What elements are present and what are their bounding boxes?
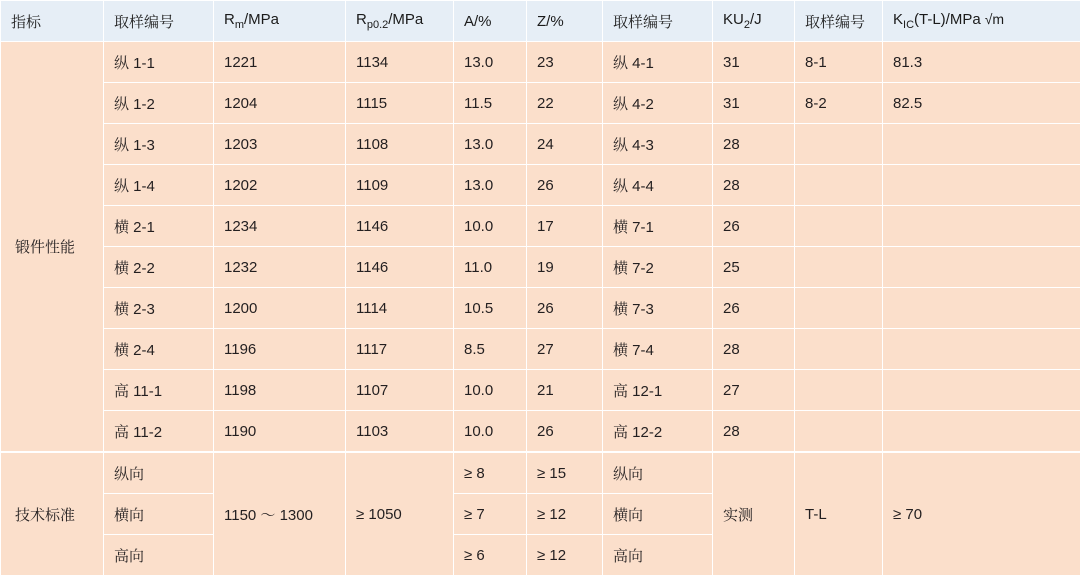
cell-elongation: 10.0	[454, 206, 527, 247]
group-label-forging: 锻件性能	[1, 42, 104, 453]
cell-elongation: ≥ 6	[454, 535, 527, 576]
cell-kic	[883, 247, 1080, 288]
cell-kic	[883, 411, 1080, 453]
cell-rm: 1200	[214, 288, 346, 329]
header-rm-tail: /MPa	[244, 11, 279, 28]
table-row	[1, 370, 1080, 411]
cell-rp02: 1146	[346, 247, 454, 288]
cell-rp02: 1117	[346, 329, 454, 370]
cell-rp02: 1146	[346, 206, 454, 247]
cell-kic	[883, 124, 1080, 165]
cell-elongation: 10.0	[454, 370, 527, 411]
header-rm-base: R	[224, 11, 235, 28]
cell-ku2: 26	[713, 206, 795, 247]
table-row	[1, 288, 1080, 329]
cell-sample-id-1: 横 2-3	[104, 288, 214, 329]
cell-elongation: 13.0	[454, 165, 527, 206]
cell-ku2: 26	[713, 288, 795, 329]
cell-rp02: 1107	[346, 370, 454, 411]
cell-reduction: 26	[527, 411, 603, 453]
table-row	[1, 206, 1080, 247]
cell-sample-id-1: 横 2-4	[104, 329, 214, 370]
cell-sample-id-3	[795, 329, 883, 370]
cell-reduction: 19	[527, 247, 603, 288]
cell-ku2: 28	[713, 329, 795, 370]
cell-sample-id-1: 纵 1-1	[104, 42, 214, 83]
table-row	[1, 411, 1080, 453]
cell-sample-id-3	[795, 247, 883, 288]
cell-sample-id-2: 纵 4-3	[603, 124, 713, 165]
header-ku2	[713, 1, 795, 42]
header-sample-id-3: 取样编号	[795, 1, 883, 42]
table-row	[1, 124, 1080, 165]
cell-ku2: 25	[713, 247, 795, 288]
header-rp02-tail: /MPa	[388, 11, 423, 28]
table-row	[1, 329, 1080, 370]
header-rm	[214, 1, 346, 42]
header-kic-tail: (T-L)/MPa	[914, 11, 981, 28]
cell-sample-id-3	[795, 165, 883, 206]
cell-rm: 1204	[214, 83, 346, 124]
cell-rp02-merged: ≥ 1050	[346, 452, 454, 576]
cell-kic	[883, 165, 1080, 206]
cell-sample-id-2: 横 7-1	[603, 206, 713, 247]
cell-kic	[883, 206, 1080, 247]
cell-sample-id-1: 高 11-2	[104, 411, 214, 453]
cell-reduction: ≥ 12	[527, 535, 603, 576]
cell-reduction: 26	[527, 288, 603, 329]
cell-elongation: 11.5	[454, 83, 527, 124]
cell-reduction: 23	[527, 42, 603, 83]
cell-sample-id-2: 横 7-4	[603, 329, 713, 370]
cell-sample-id-1: 高向	[104, 535, 214, 576]
cell-elongation: 10.5	[454, 288, 527, 329]
header-rp02-base: R	[356, 11, 367, 28]
cell-elongation: ≥ 7	[454, 494, 527, 535]
cell-rm: 1196	[214, 329, 346, 370]
header-indicator: 指标	[1, 1, 104, 42]
cell-kic	[883, 370, 1080, 411]
header-rp02-sub: p0.2	[367, 19, 388, 31]
cell-sample-id-3	[795, 288, 883, 329]
cell-sample-id-1: 纵 1-3	[104, 124, 214, 165]
cell-sample-id-3	[795, 124, 883, 165]
cell-sample-id-3	[795, 370, 883, 411]
header-kic-sub: IC	[903, 19, 914, 31]
cell-rp02: 1115	[346, 83, 454, 124]
cell-ku2: 28	[713, 165, 795, 206]
header-sample-id-1: 取样编号	[104, 1, 214, 42]
cell-ku2: 31	[713, 42, 795, 83]
cell-kic	[883, 288, 1080, 329]
cell-rm: 1221	[214, 42, 346, 83]
cell-kic	[883, 329, 1080, 370]
table-body	[1, 42, 1080, 576]
cell-reduction: ≥ 12	[527, 494, 603, 535]
cell-rm: 1232	[214, 247, 346, 288]
table-row	[1, 165, 1080, 206]
cell-sample-id-1: 横 2-1	[104, 206, 214, 247]
cell-sample-id-2: 高 12-1	[603, 370, 713, 411]
cell-sample-id-2: 纵 4-4	[603, 165, 713, 206]
table-row	[1, 83, 1080, 124]
cell-rm-merged: 1150 ～ 1300	[214, 452, 346, 576]
cell-elongation: 10.0	[454, 411, 527, 453]
cell-ku2-merged: 实测	[713, 452, 795, 576]
header-ku2-sub: 2	[744, 19, 750, 31]
cell-rm: 1202	[214, 165, 346, 206]
cell-ku2: 27	[713, 370, 795, 411]
cell-kic: 81.3	[883, 42, 1080, 83]
header-ku2-base: KU	[723, 11, 744, 28]
cell-sample-id-1: 高 11-1	[104, 370, 214, 411]
group-label-standard: 技术标准	[1, 452, 104, 576]
cell-rm: 1190	[214, 411, 346, 453]
cell-reduction: 27	[527, 329, 603, 370]
cell-sample-id-1: 横 2-2	[104, 247, 214, 288]
cell-elongation: 8.5	[454, 329, 527, 370]
cell-rm: 1234	[214, 206, 346, 247]
cell-reduction: 21	[527, 370, 603, 411]
cell-rp02: 1134	[346, 42, 454, 83]
table-row	[1, 42, 1080, 83]
cell-sample-id-3: 8-2	[795, 83, 883, 124]
table-row	[1, 452, 1080, 494]
cell-sample-id-1: 纵 1-4	[104, 165, 214, 206]
cell-sample-id-2: 横 7-3	[603, 288, 713, 329]
cell-sample-id-2: 高向	[603, 535, 713, 576]
cell-sample-id-3: 8-1	[795, 42, 883, 83]
cell-rp02: 1114	[346, 288, 454, 329]
header-elongation: A/%	[454, 1, 527, 42]
cell-sample-id-2: 纵 4-2	[603, 83, 713, 124]
cell-sample-id-2: 纵向	[603, 452, 713, 494]
header-rp02	[346, 1, 454, 42]
cell-sample-id-2: 横 7-2	[603, 247, 713, 288]
header-rm-sub: m	[235, 19, 244, 31]
cell-reduction: 22	[527, 83, 603, 124]
cell-kic: 82.5	[883, 83, 1080, 124]
cell-sample-id-1: 横向	[104, 494, 214, 535]
cell-sample-id-2: 纵 4-1	[603, 42, 713, 83]
cell-sample-id-3	[795, 411, 883, 453]
cell-sample-id-2: 高 12-2	[603, 411, 713, 453]
cell-sample-id-3-merged: T-L	[795, 452, 883, 576]
cell-rp02: 1108	[346, 124, 454, 165]
cell-reduction: 24	[527, 124, 603, 165]
header-reduction: Z/%	[527, 1, 603, 42]
cell-sample-id-3	[795, 206, 883, 247]
header-ku2-tail: /J	[750, 11, 762, 28]
cell-elongation: 13.0	[454, 42, 527, 83]
cell-sample-id-1: 纵向	[104, 452, 214, 494]
cell-ku2: 28	[713, 411, 795, 453]
cell-sample-id-2: 横向	[603, 494, 713, 535]
cell-ku2: 31	[713, 83, 795, 124]
table-header	[1, 1, 1080, 42]
cell-ku2: 28	[713, 124, 795, 165]
cell-kic-merged: ≥ 70	[883, 452, 1080, 576]
cell-rp02: 1103	[346, 411, 454, 453]
cell-reduction: 26	[527, 165, 603, 206]
cell-elongation: 13.0	[454, 124, 527, 165]
cell-rm: 1198	[214, 370, 346, 411]
header-row	[1, 1, 1080, 42]
cell-elongation: ≥ 8	[454, 452, 527, 494]
cell-reduction: ≥ 15	[527, 452, 603, 494]
header-kic-base: K	[893, 11, 903, 28]
cell-rp02: 1109	[346, 165, 454, 206]
header-sample-id-2: 取样编号	[603, 1, 713, 42]
cell-elongation: 11.0	[454, 247, 527, 288]
cell-rm: 1203	[214, 124, 346, 165]
table-row	[1, 247, 1080, 288]
header-kic-radical: √m	[981, 11, 1004, 27]
cell-reduction: 17	[527, 206, 603, 247]
header-kic	[883, 1, 1080, 42]
cell-sample-id-1: 纵 1-2	[104, 83, 214, 124]
